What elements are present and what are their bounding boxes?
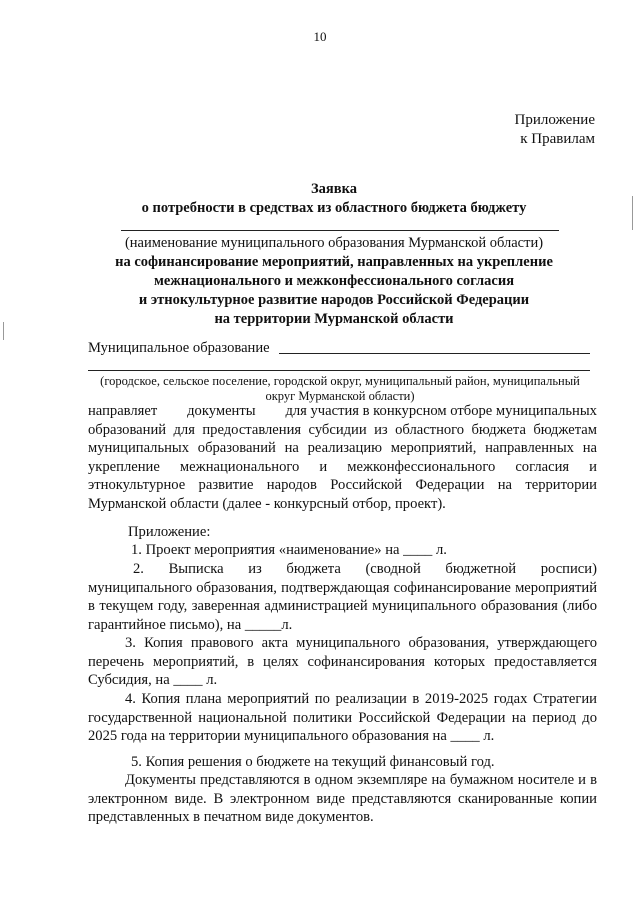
scan-margin-mark [632,196,633,230]
municipality-field-line [279,353,590,354]
page-number: 10 [313,29,327,44]
attachment-item-3: 3. Копия правового акта муниципального образования, утверждающего перечень мероприятий, в целях софинансирования которых предоставляется Субсидия, на ____ л. [88,635,597,689]
main-paragraph [88,402,597,514]
municipality-name-blank [121,230,559,231]
word: для участия в конкурсном отборе муниципальных [285,403,597,419]
attachment-item-2 [88,560,597,634]
attachment-item-5: 5. Копия решения о бюджете на текущий финансовый год. [131,754,495,770]
attachment-item-2-first-line [88,560,597,579]
word: бюджетной [445,561,517,577]
appendix-note [514,111,595,149]
document-subheading: о потребности в средствах из областного бюджета бюджету [141,200,527,216]
attachment-item-2-body: муниципального образования, подтверждающая софинансирование мероприятий в текущем году, заверенная администрацией муниципального образования (либо гарантийное письмо), на _____л. [88,579,597,633]
attachment-item-1: 1. Проект мероприятия «наименование» на ____ л. [131,542,447,558]
municipality-label: Муниципальное образование [88,340,270,356]
word: направляет [88,403,158,419]
attachment-item-4: 4. Копия плана мероприятий по реализации в 2019-2025 годах Стратегии государственной национальной политики Российской Федерации на период до 2025 года на территории муниципального образования на ____ л. [88,691,597,745]
municipality-field-line-2 [88,370,590,371]
closing-paragraph: Документы представляются в одном экземпляре на бумажном носителе и в электронном виде. В электронном виде представляются сканированные копии представленных в печатном виде документов. [88,772,597,826]
municipality-name-hint: (наименование муниципального образования Мурманской области) [124,235,544,251]
attachments-heading: Приложение: [128,524,211,540]
word: 2. [133,561,144,577]
word: Выписка [168,561,224,577]
scan-margin-mark [3,322,4,340]
word: бюджета [286,561,341,577]
word: документы [187,403,256,419]
purpose-line-2: межнационального и межконфессионального согласия [153,273,515,289]
municipality-type-hint-1: (городское, сельское поселение, городской округ, муниципальный район, муниципальный [100,374,580,388]
word: росписи) [540,561,597,577]
main-paragraph-body: образований для предоставления субсидии из областного бюджета бюджетам муниципальных образований на реализацию мероприятий, направленных на укрепление межнационального и межконфессионального согласия и этнокультурное развитие народов Российской Федерации на территории Мурманской области (далее - конкурсный отбор, проект). [88,421,597,512]
appendix-line-2: к Правилам [520,131,595,147]
appendix-line-1: Приложение [514,112,595,128]
word: (сводной [365,561,421,577]
purpose-line-1: на софинансирование мероприятий, направленных на укрепление [115,254,553,270]
document-heading: Заявка [311,181,357,197]
main-paragraph-first-line [88,402,597,421]
purpose-line-4: на территории Мурманской области [214,311,454,327]
purpose-line-3: и этнокультурное развитие народов Российской Федерации [138,292,530,308]
municipality-type-hint-2: округ Мурманской области) [265,389,415,403]
word: из [248,561,262,577]
